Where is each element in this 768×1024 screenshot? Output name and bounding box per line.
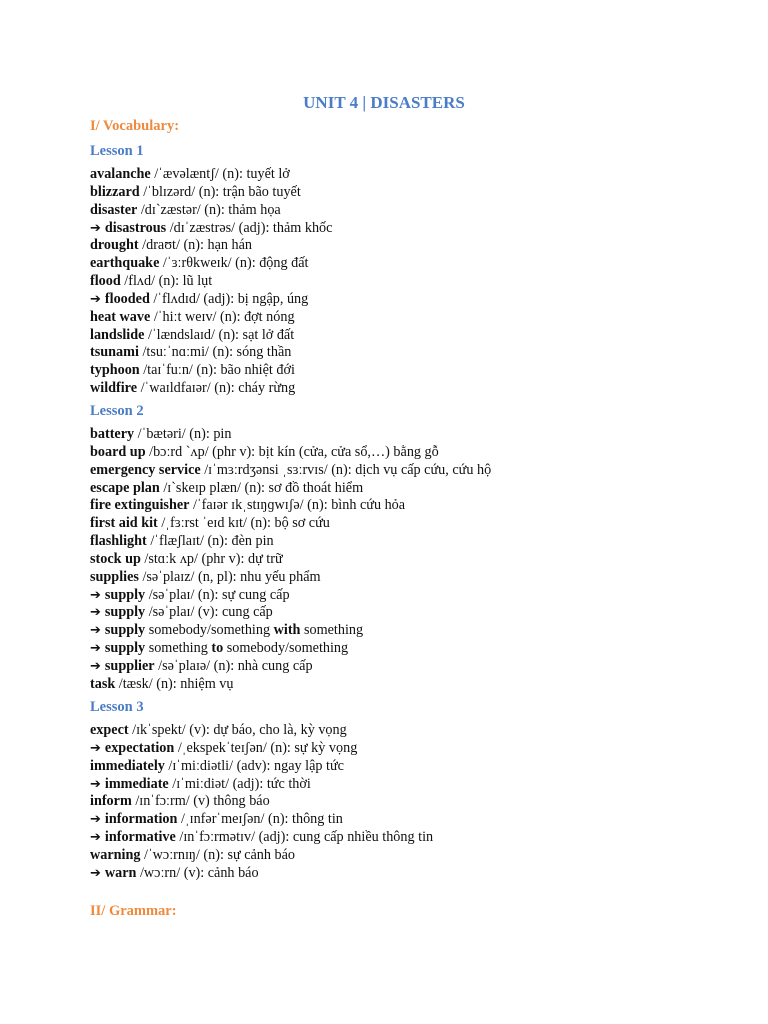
vocab-term: fire extinguisher [90,497,190,514]
vocab-definition: /ˈblɪzərd/ (n): trận bão tuyết [139,183,301,200]
vocab-definition: /səˈplaɪə/ (n): nhà cung cấp [154,657,313,674]
vocab-entry [90,291,730,309]
vocab-entry [90,551,730,569]
vocab-entry [90,462,730,480]
vocab-term: supply [104,640,146,657]
vocab-entry [90,515,730,533]
vocab-definition: /flʌd/ (n): lũ lụt [120,273,213,290]
vocab-term: battery [90,426,135,442]
vocab-definition: something [145,640,212,657]
vocab-definition: /ɪˈmiːdiət/ (adj): tức thời [168,775,311,792]
vocab-definition: something [300,622,364,639]
lesson-3-heading: Lesson 3 [90,699,144,715]
vocab-term: information [104,811,178,828]
vocab-term: heat wave [90,308,151,325]
vocab-term: supplier [104,657,155,674]
section-vocabulary-heading: I/ Vocabulary: [90,118,180,134]
vocab-term: disastrous [104,219,167,236]
vocab-entry [90,722,730,740]
vocab-term: disaster [90,201,138,218]
vocab-term: typhoon [90,362,140,379]
vocab-definition: somebody/something [223,640,349,657]
vocab-entry [90,166,730,184]
vocab-term: flooded [104,290,150,307]
vocab-definition: /səˈplaɪz/ (n, pl): nhu yếu phẩm [138,568,321,585]
vocab-definition: /ˈwaɪldfaɪər/ (n): cháy rừng [137,380,296,397]
vocab-term: expect [90,722,129,738]
vocab-term: immediate [104,775,169,792]
arrow-right-icon: ➔ [90,812,101,828]
vocab-entry [90,865,730,883]
vocab-term: avalanche [90,166,151,182]
vocab-entry [90,758,730,776]
vocab-entry [90,380,730,398]
vocab-term: inform [90,793,132,810]
vocab-entry [90,444,730,462]
vocab-entry [90,829,730,847]
vocab-definition: /ɪkˈspekt/ (v): dự báo, cho là, kỳ vọng [128,722,347,738]
lesson-3-list [90,722,730,883]
vocab-definition: /ˈævəlæntʃ/ (n): tuyết lở [150,166,290,182]
vocab-entry [90,362,730,380]
arrow-right-icon: ➔ [90,658,101,674]
arrow-right-icon: ➔ [90,623,101,639]
vocab-entry [90,533,730,551]
vocab-term: immediately [90,757,165,774]
vocab-term: drought [90,237,139,254]
page-title: UNIT 4 | DISASTERS [303,93,465,112]
lesson-2-list [90,426,730,694]
vocab-term: emergency service [90,461,201,478]
arrow-right-icon: ➔ [90,641,101,657]
vocab-term: warn [104,864,137,881]
vocab-definition: /dɪˋzæstər/ (n): thảm họa [137,201,281,218]
vocab-entry [90,480,730,498]
arrow-right-icon: ➔ [90,605,101,621]
vocab-entry [90,776,730,794]
vocab-entry [90,255,730,273]
vocab-term: landslide [90,326,145,343]
vocab-entry [90,237,730,255]
vocab-entry [90,676,730,694]
vocab-entry [90,847,730,865]
arrow-right-icon: ➔ [90,291,101,307]
vocab-definition: /ˌɪnfərˈmeɪʃən/ (n): thông tin [177,811,343,828]
vocab-entry [90,327,730,345]
vocab-entry [90,740,730,758]
vocab-definition: /ˈwɔːrnɪŋ/ (n): sự cảnh báo [140,846,296,863]
arrow-right-icon: ➔ [90,740,101,756]
section-grammar-heading: II/ Grammar: [90,903,177,919]
vocab-definition: /ˈɜːrθkweɪk/ (n): động đất [159,255,309,272]
vocab-definition: /ˈbætəri/ (n): pin [134,426,232,442]
vocab-definition: /ɪˋskeɪp plæn/ (n): sơ đồ thoát hiểm [159,479,364,496]
vocab-entry [90,793,730,811]
lesson-2-heading: Lesson 2 [90,403,144,419]
vocab-entry [90,497,730,515]
vocab-entry [90,426,730,444]
vocab-entry [90,344,730,362]
arrow-right-icon: ➔ [90,865,101,881]
vocab-definition: /bɔːrd ˋʌp/ (phr v): bịt kín (cửa, cửa sổ,…) bằng gỗ [145,443,439,460]
arrow-right-icon: ➔ [90,776,101,792]
vocab-entry [90,640,730,658]
vocab-definition: /ɪnˈfɔːrm/ (v) thông báo [131,793,270,810]
vocab-definition: /tsuːˈnɑːmi/ (n): sóng thần [138,344,292,361]
vocab-entry [90,658,730,676]
vocab-term: expectation [104,739,175,756]
vocab-definition: /səˈplaɪ/ (n): sự cung cấp [145,586,290,603]
vocab-entry [90,587,730,605]
vocab-definition: /ˈlændslaɪd/ (n): sạt lở đất [144,326,295,343]
vocab-definition: /taɪˈfuːn/ (n): bão nhiệt đới [139,362,295,379]
vocab-term: supply [104,586,146,603]
vocab-entry [90,604,730,622]
vocab-definition: /ɪnˈfɔːrmətɪv/ (adj): cung cấp nhiều thông tin [175,829,434,846]
vocab-term: blizzard [90,183,140,200]
vocab-definition: /ɪˈmɜːrdʒənsi ˌsɜːrvɪs/ (n): dịch vụ cấp cứu, cứu hộ [200,461,492,478]
vocab-definition: /tæsk/ (n): nhiệm vụ [115,675,234,692]
vocab-term: to [211,640,224,657]
vocab-term: board up [90,443,146,460]
vocab-definition: /ˈhiːt weɪv/ (n): đợt nóng [150,308,295,325]
vocab-definition: /ˈflæʃlaɪt/ (n): đèn pin [146,533,274,550]
vocab-term: escape plan [90,479,160,496]
vocab-term: flood [90,273,121,290]
vocab-term: supplies [90,568,139,585]
vocab-term: task [90,675,116,692]
vocab-term: stock up [90,550,141,567]
vocab-entry [90,309,730,327]
arrow-right-icon: ➔ [90,587,101,603]
vocab-definition: somebody/something [145,622,274,639]
vocab-term: warning [90,846,141,863]
arrow-right-icon: ➔ [90,220,101,236]
vocab-term: supply [104,622,146,639]
lesson-1-heading: Lesson 1 [90,143,144,159]
vocab-entry [90,184,730,202]
vocab-term: with [273,622,301,639]
vocab-definition: /səˈplaɪ/ (v): cung cấp [145,604,273,621]
vocab-term: earthquake [90,255,160,272]
vocab-definition: /ˌekspekˈteɪʃən/ (n): sự kỳ vọng [174,739,358,756]
arrow-right-icon: ➔ [90,830,101,846]
vocab-entry [90,202,730,220]
vocab-definition: /ˌfɜːrst ˈeɪd kɪt/ (n): bộ sơ cứu [157,515,330,532]
vocab-entry [90,622,730,640]
vocab-term: supply [104,604,146,621]
vocab-term: first aid kit [90,515,158,532]
vocab-entry [90,220,730,238]
vocab-entry [90,811,730,829]
vocab-definition: /ɪˈmiːdiətli/ (adv): ngay lập tức [164,757,344,774]
vocab-definition: /stɑːk ʌp/ (phr v): dự trữ [140,550,283,567]
vocab-definition: /dɪˈzæstrəs/ (adj): thảm khốc [166,219,333,236]
vocab-definition: /wɔːrn/ (v): cảnh báo [136,864,259,881]
vocab-definition: /draʊt/ (n): hạn hán [138,237,252,254]
vocab-term: wildfire [90,380,138,397]
vocab-definition: /ˈflʌdɪd/ (adj): bị ngập, úng [149,290,309,307]
vocab-term: informative [104,829,176,846]
vocab-definition: /ˈfaɪər ɪkˌstɪŋɡwɪʃə/ (n): bình cứu hỏa [189,497,406,514]
vocab-term: flashlight [90,533,147,550]
vocab-entry [90,273,730,291]
vocab-term: tsunami [90,344,139,361]
lesson-1-list [90,166,730,398]
vocab-entry [90,569,730,587]
